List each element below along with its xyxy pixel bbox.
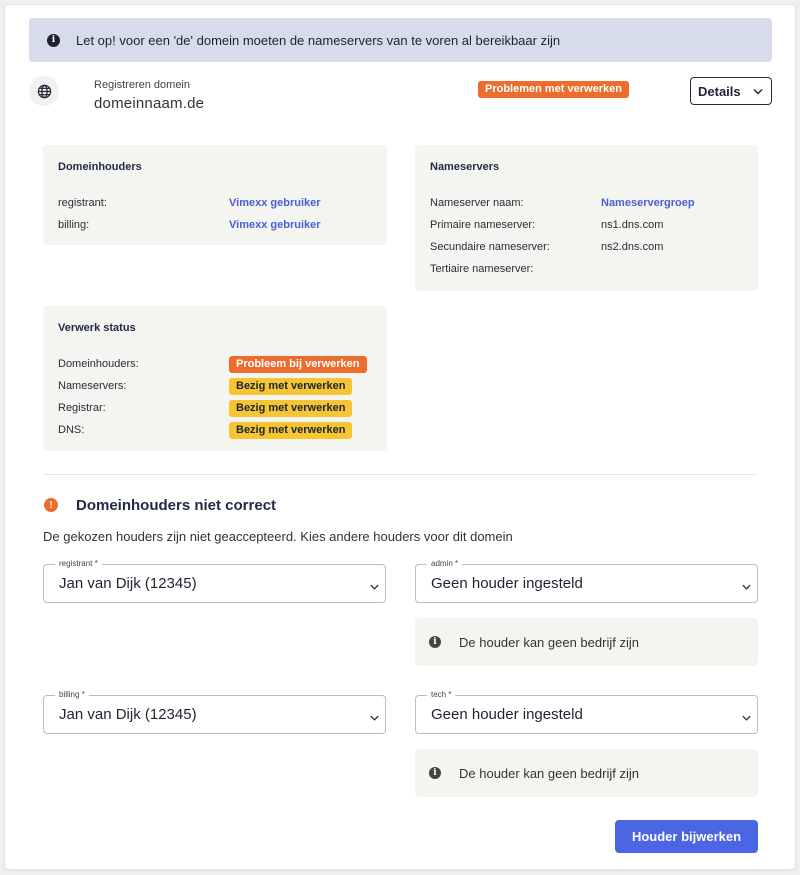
row-key: Nameserver naam:	[430, 197, 524, 209]
alert-text: Let op! voor een 'de' domein moeten de nameservers van te voren al bereikbaar zijn	[76, 32, 561, 48]
domain-name: domeinnaam.de	[94, 95, 205, 112]
field-label: admin *	[427, 559, 462, 569]
registrant-select[interactable]	[43, 559, 386, 603]
note-text: De houder kan geen bedrijf zijn	[459, 634, 639, 650]
status-badge: Probleem bij verwerken	[229, 356, 367, 373]
field-value: Jan van Dijk (12345)	[59, 575, 197, 592]
details-label: Details	[698, 83, 741, 99]
row-key: Primaire nameserver:	[430, 219, 536, 231]
tech-select[interactable]	[415, 690, 758, 734]
note-text: De houder kan geen bedrijf zijn	[459, 765, 639, 781]
chevron-down-icon	[752, 85, 764, 100]
domeinhouders-card	[43, 145, 387, 245]
info-row	[430, 214, 743, 236]
section-divider	[43, 474, 758, 475]
alert-icon: !	[44, 498, 58, 512]
nameserver-group-link[interactable]: Nameservergroep	[601, 197, 695, 209]
tech-note	[415, 749, 758, 797]
status-badge: Bezig met verwerken	[229, 378, 352, 395]
field-value: Geen houder ingesteld	[431, 706, 583, 723]
status-row	[58, 397, 372, 419]
status-row	[58, 375, 372, 397]
card-title: Domeinhouders	[58, 161, 142, 173]
chevron-down-icon	[741, 579, 752, 597]
admin-note	[415, 618, 758, 666]
field-label: billing *	[55, 690, 89, 700]
error-title: Domeinhouders niet correct	[76, 497, 277, 514]
info-row	[58, 214, 372, 236]
row-key: Registrar:	[58, 402, 106, 414]
field-value: Jan van Dijk (12345)	[59, 706, 197, 723]
field-label: registrant *	[55, 559, 102, 569]
globe-icon	[29, 76, 59, 106]
nameservers-card	[415, 145, 758, 291]
info-icon: i	[47, 34, 60, 47]
card-title: Verwerk status	[58, 322, 136, 334]
field-label: tech *	[427, 690, 455, 700]
status-row	[58, 419, 372, 441]
status-row	[58, 353, 372, 375]
info-icon: i	[429, 767, 441, 779]
details-dropdown-button[interactable]	[690, 77, 772, 105]
billing-link[interactable]: Vimexx gebruiker	[229, 219, 321, 231]
registration-label: Registreren domein	[94, 79, 190, 91]
row-value: ns1.dns.com	[601, 219, 664, 231]
update-holder-button[interactable]: Houder bijwerken	[615, 820, 758, 853]
row-value: ns2.dns.com	[601, 241, 664, 253]
admin-select[interactable]	[415, 559, 758, 603]
info-alert	[29, 18, 772, 62]
chevron-down-icon	[369, 579, 380, 597]
chevron-down-icon	[741, 710, 752, 728]
info-row	[430, 258, 743, 280]
row-key: registrant:	[58, 197, 107, 209]
info-icon: i	[429, 636, 441, 648]
row-key: Tertiaire nameserver:	[430, 263, 534, 275]
row-key: billing:	[58, 219, 90, 231]
row-key: DNS:	[58, 424, 85, 436]
status-badge: Problemen met verwerken	[478, 81, 629, 98]
card-title: Nameservers	[430, 161, 500, 173]
status-badge: Bezig met verwerken	[229, 422, 352, 439]
chevron-down-icon	[369, 710, 380, 728]
billing-select[interactable]	[43, 690, 386, 734]
info-row	[430, 192, 743, 214]
registrant-link[interactable]: Vimexx gebruiker	[229, 197, 321, 209]
row-key: Secundaire nameserver:	[430, 241, 550, 253]
info-row	[58, 192, 372, 214]
error-description: De gekozen houders zijn niet geaccepteerd. Kies andere houders voor dit domein	[43, 529, 513, 544]
row-key: Nameservers:	[58, 380, 127, 392]
info-row	[430, 236, 743, 258]
field-value: Geen houder ingesteld	[431, 575, 583, 592]
row-key: Domeinhouders:	[58, 358, 139, 370]
verwerk-status-card	[43, 306, 387, 451]
status-badge: Bezig met verwerken	[229, 400, 352, 417]
